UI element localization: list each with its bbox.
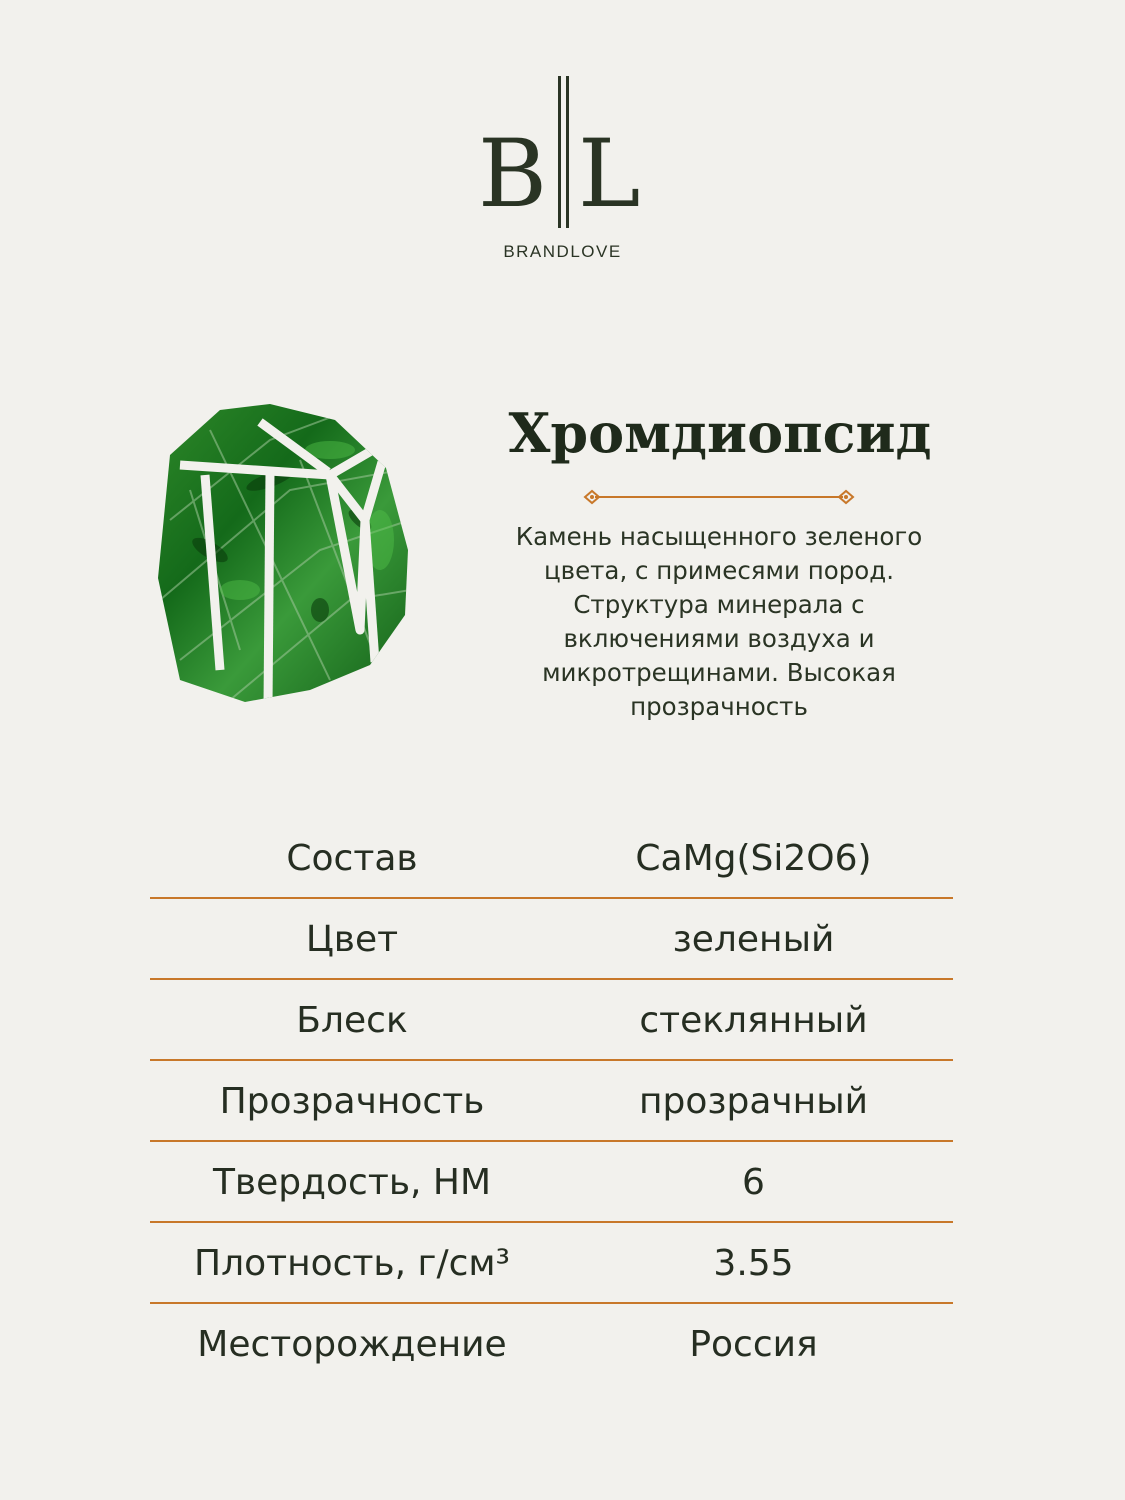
properties-table bbox=[150, 818, 953, 1383]
stone-description: Камень насыщенного зеленого цвета, с примесями пород. Структура минерала с включениями воздуха и микротрещинами. Высокая прозрачность bbox=[515, 522, 923, 721]
table-row bbox=[150, 980, 953, 1061]
property-value: зеленый bbox=[672, 919, 835, 960]
property-label: Состав bbox=[286, 838, 418, 879]
property-label: Цвет bbox=[305, 919, 399, 960]
property-value: CaMg(Si2O6) bbox=[635, 838, 872, 879]
property-value: 3.55 bbox=[713, 1243, 794, 1284]
brand-name: BRANDLOVE bbox=[503, 242, 622, 261]
property-value: прозрачный bbox=[638, 1081, 869, 1122]
logo-mark bbox=[478, 70, 648, 235]
logo-letter-l: L bbox=[578, 120, 641, 229]
property-label: Блеск bbox=[296, 1000, 408, 1041]
property-label: Месторождение bbox=[197, 1324, 507, 1365]
property-label: Прозрачность bbox=[219, 1081, 485, 1122]
table-row bbox=[150, 1223, 953, 1304]
chrome-diopside-stone-icon bbox=[150, 400, 420, 710]
page-title: Хромдиопсид bbox=[508, 401, 932, 465]
property-label: Твердость, НМ bbox=[212, 1162, 492, 1203]
ornament-divider-icon bbox=[583, 487, 855, 507]
logo-bars bbox=[558, 76, 570, 228]
property-label: Плотность, г/см³ bbox=[194, 1243, 510, 1284]
brand-logo bbox=[0, 70, 1125, 270]
table-row bbox=[150, 818, 953, 899]
table-row bbox=[150, 1061, 953, 1142]
property-value: стеклянный bbox=[639, 1000, 868, 1041]
table-row bbox=[150, 1304, 953, 1383]
property-value: 6 bbox=[742, 1162, 765, 1203]
property-value: Россия bbox=[689, 1324, 818, 1365]
table-row bbox=[150, 899, 953, 980]
table-row bbox=[150, 1142, 953, 1223]
logo-letter-b: B bbox=[478, 120, 548, 229]
